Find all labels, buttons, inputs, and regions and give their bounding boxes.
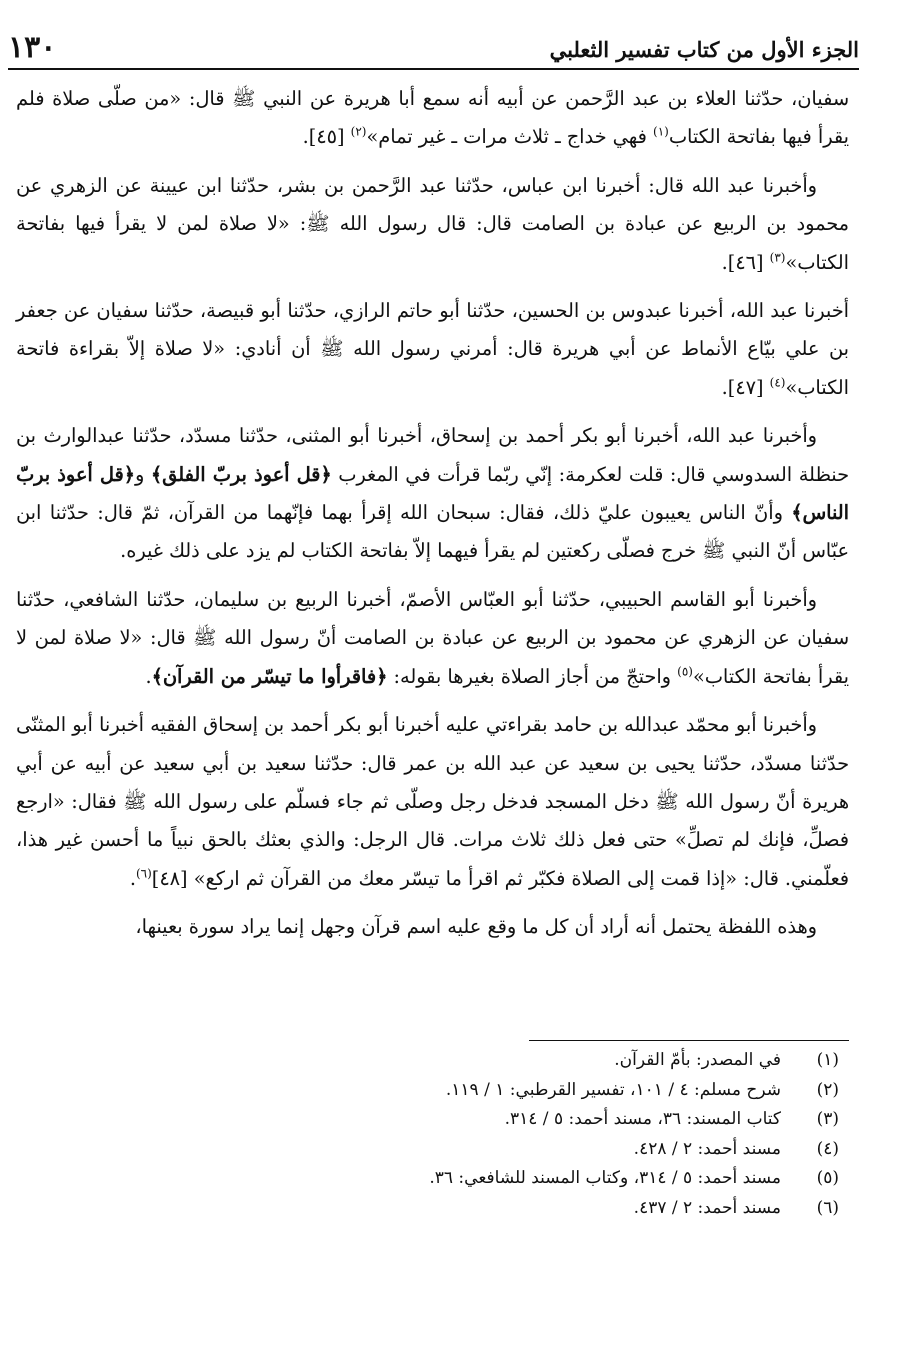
footnote-text: شرح مسلم: ٤ / ١٠١، تفسير القرطبي: ١ / ١١٩. bbox=[445, 1079, 781, 1100]
footnote-number: (١) bbox=[816, 1050, 839, 1070]
quran-quote: ﴿قل أعوذ بربّ الناس﴾ bbox=[16, 462, 849, 525]
text-run: وأخبرنا عبد الله قال: أخبرنا ابن عباس، حدّثنا عبد الرَّحمن بن بشر، حدّثنا ابن عيينة عن الزهري عن محمود بن الربيع عن عبادة بن الصامت قال: قال رسول الله ﷺ: «لا صلاة لمن لا يقرأ فيها بفاتحة الكتاب» bbox=[16, 173, 849, 274]
footnote-text: مسند أحمد: ٢ / ٤٢٨. bbox=[633, 1138, 781, 1159]
footnote bbox=[16, 1164, 849, 1194]
footnote-number: (٢) bbox=[816, 1079, 839, 1100]
footnote-ref: (١) bbox=[653, 124, 669, 139]
footnote-separator bbox=[529, 1040, 849, 1041]
paragraph bbox=[16, 908, 849, 946]
footnote-text: كتاب المسند: ٣٦، مسند أحمد: ٥ / ٣١٤. bbox=[504, 1109, 781, 1129]
text-run: وأخبرنا عبد الله، أخبرنا أبو بكر أحمد بن إسحاق، أخبرنا أبو المثنى، حدّثنا مسدّد، حدّثنا عبدالوارث بن حنظلة السدوسي قال: قلت لعكرمة: إنّي ربّما قرأت في المغرب bbox=[16, 424, 849, 486]
quran-quote: ﴿قل أعوذ بربّ الفلق﴾ bbox=[150, 462, 332, 486]
paragraph bbox=[16, 167, 849, 282]
text-run: وأخبرنا أبو محمّد عبدالله بن حامد بقراءتي عليه أخبرنا أبو بكر أحمد بن إسحاق الفقيه أخبرنا أبو المثنّى حدّثنا مسدّد، حدّثنا يحيى بن سعيد عن عبد الله بن عمر قال: حدّثنا سعيد بن أبي سعيد عن أبيه عن أبي هريرة أنّ رسول الله ﷺ دخل المسجد فدخل رجل وصلّى ثم جاء فسلّم على رسول الله ﷺ فقال: «ارجع فصلِّ، فإنك لم تصلِّ» حتى فعل ذلك ثلاث مرات. قال الرجل: والذي بعثك بالحق نبياً ما أحسن غير هذا، فعلّمني. قال: «إذا قمت إلى الصلاة فكبّر ثم اقرأ ما تيسّر معك من القرآن ثم اركع» [٤٨] bbox=[16, 713, 849, 890]
footnote-number: (٦) bbox=[816, 1197, 839, 1218]
text-run: [٤٧]. bbox=[721, 375, 770, 399]
footnote-ref: (٦) bbox=[135, 866, 152, 881]
text-run: . bbox=[129, 866, 136, 890]
page-header bbox=[8, 28, 859, 70]
page-number: ١٣٠ bbox=[8, 30, 57, 65]
footnote-ref: (٣) bbox=[769, 250, 786, 265]
text-run: [٤٦]. bbox=[721, 250, 770, 274]
footnote-ref: (٢) bbox=[350, 124, 367, 139]
footnote-ref: (٥) bbox=[677, 664, 693, 679]
paragraph bbox=[16, 80, 849, 157]
text-run: و bbox=[134, 462, 151, 486]
footnote bbox=[16, 1135, 849, 1165]
footnote-text: مسند أحمد: ٢ / ٤٣٧. bbox=[633, 1197, 781, 1218]
footnotes bbox=[16, 1046, 849, 1223]
text-run: أخبرنا عبد الله، أخبرنا عبدوس بن الحسين، حدّثنا أبو حاتم الرازي، حدّثنا أبو قبيصة، حدّثنا سفيان عن جعفر بن علي بيّاع الأنماط عن أبي هريرة قال: أمرني رسول الله ﷺ أن أنادي: «لا صلاة إلاّ بقراءة فاتحة الكتاب» bbox=[16, 299, 849, 399]
footnote-number: (٣) bbox=[816, 1109, 839, 1129]
text-run: وأنّ الناس يعيبون عليّ ذلك، فقال: سبحان الله إقرأ بهما فإنّهما من القرآن، ثمّ قال: حدّثنا ابن عبّاس أنّ النبي ﷺ خرج فصلّى ركعتين لم يقرأ فيهما إلاّ بفاتحة الكتاب لم يزد على ذلك غيره. bbox=[16, 501, 849, 563]
text-run: . bbox=[145, 664, 152, 688]
text-run: واحتجّ من أجاز الصلاة بغيرها بقوله: bbox=[387, 664, 678, 688]
running-title: الجزء الأول من كتاب تفسير الثعلبي bbox=[549, 37, 859, 62]
main-text bbox=[16, 80, 849, 957]
footnote-text: مسند أحمد: ٥ / ٣١٤، وكتاب المسند للشافعي: ٣٦. bbox=[429, 1168, 781, 1188]
paragraph bbox=[16, 706, 849, 898]
footnote bbox=[16, 1046, 849, 1076]
footnote-number: (٥) bbox=[816, 1168, 839, 1188]
text-run: [٤٥]. bbox=[302, 125, 351, 149]
footnote bbox=[16, 1194, 849, 1224]
text-run: وهذه اللفظة يحتمل أنه أراد أن كل ما وقع عليه اسم قرآن وجهل إنما يراد سورة بعينها، bbox=[135, 915, 817, 939]
footnote-text: في المصدر: بأمّ القرآن. bbox=[614, 1050, 781, 1070]
paragraph bbox=[16, 417, 849, 571]
footnote-ref: (٤) bbox=[769, 375, 786, 390]
text-run: سفيان، حدّثنا العلاء بن عبد الرَّحمن عن أبيه أنه سمع أبا هريرة عن النبي ﷺ قال: «من صلّى صلاة فلم يقرأ فيها بفاتحة الكتاب bbox=[16, 87, 849, 149]
footnote bbox=[16, 1105, 849, 1135]
footnote-number: (٤) bbox=[816, 1138, 839, 1159]
paragraph bbox=[16, 581, 849, 696]
footnote bbox=[16, 1076, 849, 1106]
text-run: وأخبرنا أبو القاسم الحبيبي، حدّثنا أبو العبّاس الأصمّ، أخبرنا الربيع بن سليمان، حدّثنا الشافعي، حدّثنا سفيان عن الزهري عن محمود بن الربيع عن عبادة بن الصامت أنّ رسول الله ﷺ قال: «لا صلاة لمن لا يقرأ بفاتحة الكتاب» bbox=[16, 587, 849, 688]
quran-quote: ﴿فاقرأوا ما تيسّر من القرآن﴾ bbox=[151, 664, 388, 688]
paragraph bbox=[16, 292, 849, 407]
text-run: فهي خداج ـ ثلاث مرات ـ غير تمام» bbox=[366, 125, 653, 149]
